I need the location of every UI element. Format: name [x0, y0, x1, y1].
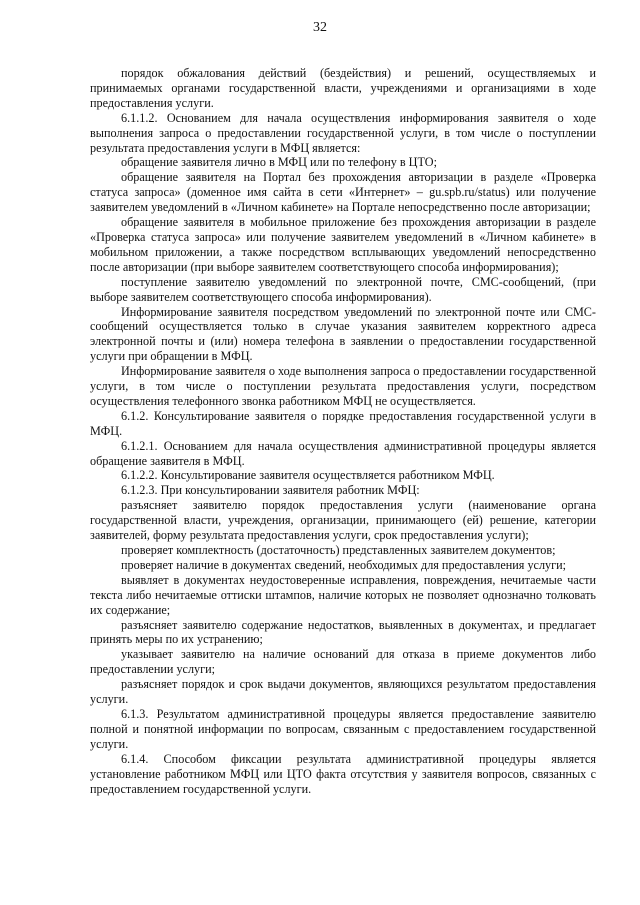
paragraph-6-1-1-2: 6.1.1.2. Основанием для начала осуществления информирования заявителя о ходе выполнения запроса о предоставлении государственной услуги, в том числе о поступлении результата предоставления услуги в МФЦ является: [90, 110, 596, 155]
paragraph-6-1-2-2: 6.1.2.2. Консультирование заявителя осуществляется работником МФЦ. [121, 468, 495, 483]
paragraph-checks-completeness: проверяет комплектность (достаточность) представленных заявителем документов; [121, 543, 556, 557]
paragraph-6-1-2: 6.1.2. Консультирование заявителя о порядке предоставления государственной услуги в МФЦ. [90, 408, 596, 438]
paragraph-6-1-4: 6.1.4. Способом фиксации результата административной процедуры является установление работником МФЦ или ЦТО факта отсутствия у заявителя вопросов, связанных с предоставлением государственной услуги. [90, 751, 596, 796]
paragraph-6-1-3: 6.1.3. Результатом административной процедуры является предоставление заявителю полной и понятной информации по вопросам, связанным с предоставлением государственной услуги. [90, 706, 596, 751]
paragraph-notification-conditions: Информирование заявителя посредством уведомлений по электронной почте или СМС-сообщений осуществляется только в случае указания заявителем корректного адреса электронной почты и (или) номера телефона в заявлении о предоставлении государственной услуги при обращении в МФЦ. [90, 304, 596, 364]
paragraph-no-phone-calls: Информирование заявителя о ходе выполнения запроса о предоставлении государственной услуги, в том числе о поступлении результата предоставления услуги, посредством осуществления телефонного звонка работником МФЦ не осуществляется. [90, 364, 596, 408]
paragraph-6-1-2-1: 6.1.2.1. Основанием для начала осуществления административной процедуры является обращение заявителя в МФЦ. [90, 438, 596, 468]
paragraph-issue-terms: разъясняет порядок и срок выдачи документов, являющихся результатом предоставления услуги. [90, 677, 596, 707]
paragraph-in-person: обращение заявителя лично в МФЦ или по телефону в ЦТО; [121, 155, 437, 170]
paragraph-explains-procedure: разъясняет заявителю порядок предоставления услуги (наименование органа государственной власти, учреждения, организации, принимающего (ей) решение, категории заявителей, форму результата предоставления услуги, срок предоставления услуги); [90, 498, 596, 543]
paragraph-explains-deficiencies: разъясняет заявителю содержание недостатков, выявленных в документах, и предлагает принять меры по их устранению; [90, 617, 596, 647]
paragraph-6-1-2-3: 6.1.2.3. При консультировании заявителя работник МФЦ: [121, 483, 420, 498]
paragraph-detects-corrections: выявляет в документах неудостоверенные исправления, повреждения, нечитаемые части текста либо нечитаемые оттиски штампов, наличие которых не позволяет однозначно толковать их содержание; [90, 572, 596, 617]
paragraph-appeal-procedure: порядок обжалования действий (бездействия) и решений, осуществляемых и принимаемых органами государственной власти, учреждениями и организациями в ходе предоставления услуги. [90, 66, 596, 110]
paragraph-refusal-grounds: указывает заявителю на наличие оснований для отказа в приеме документов либо предоставлении услуги; [90, 647, 596, 677]
paragraph-checks-information: проверяет наличие в документах сведений, необходимых для предоставления услуги; [121, 557, 567, 572]
page-number: 32 [313, 20, 327, 35]
paragraph-email-sms: поступление заявителю уведомлений по электронной почте, СМС-сообщений, (при выборе заявителем соответствующего способа информирования). [90, 274, 596, 304]
document-body [90, 66, 596, 796]
paragraph-mobile-app: обращение заявителя в мобильное приложение без прохождения авторизации в разделе «Проверка статуса запроса» или получение заявителем уведомлений в «Личном кабинете» в мобильном приложении, а также посредством всплывающих уведомлений непосредственно после авторизации (при выборе заявителем соответствующего способа информирования); [90, 215, 596, 274]
paragraph-portal: обращение заявителя на Портал без прохождения авторизации в разделе «Проверка статуса запроса» (доменное имя сайта в сети «Интернет» – gu.spb.ru/status) или получение заявителем уведомлений в «Личном кабинете» на Портале непосредственно после авторизации; [90, 170, 596, 215]
